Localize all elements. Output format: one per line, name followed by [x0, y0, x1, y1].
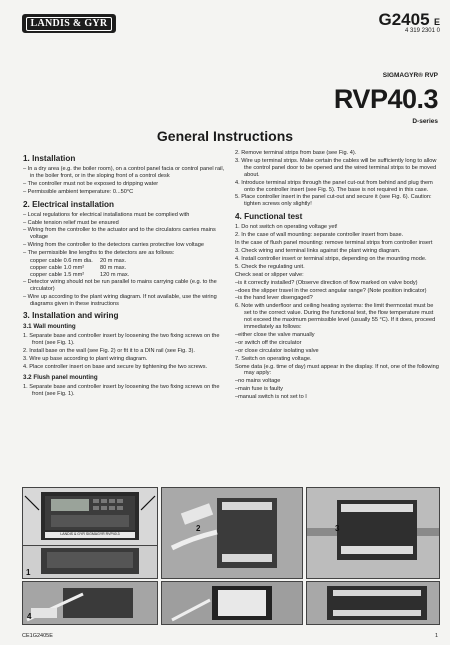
- subsection-title: 3.1 Wall mounting: [23, 323, 76, 331]
- list-item: Some data (e.g. time of day) must appear in the display. If not, one of the following may apply:: [235, 363, 439, 377]
- list-item: 4. Install controller insert or terminal strips, depending on the mounting mode.: [235, 255, 427, 262]
- list-item: – Permissible ambient temperature: 0...50°C: [23, 188, 134, 195]
- figure-number: 2: [196, 524, 201, 533]
- electrical-list: [23, 212, 228, 257]
- list-item: 1. Separate base and controller insert by loosening the two fixing screws on the front (see Fig. 1).: [23, 333, 220, 347]
- list-item: 2. Remove terminal strips from base (see Fig. 4).: [235, 150, 357, 156]
- din-rail-image: [307, 488, 439, 578]
- list-item: – The permissible line lengths to the detectors are as follows:: [23, 250, 175, 257]
- list-item: –manual switch is not set to I: [235, 394, 307, 401]
- list-item: Check seat or slipper valve:: [235, 271, 304, 278]
- page-title: General Instructions: [156, 128, 294, 144]
- cable-row: copper cable 0.6 mm dia. 20 m max.: [30, 258, 127, 265]
- list-item: 5. Place controller insert in the panel cut-out and secure it (see Fig. 6). Caution: tighten screws only slightly!: [235, 194, 432, 208]
- section-title: 3. Installation and wiring: [23, 311, 119, 321]
- list-item: – Local regulations for electrical installations must be complied with: [23, 211, 190, 218]
- figure-number: 4: [27, 612, 32, 621]
- list-item: – Detector wiring should not be run parallel to mains carrying cable (e.g. to the circulator): [23, 278, 217, 292]
- list-item: – Wire up according to the plant wiring diagram. If not available, use the wiring diagrams given in these instructions: [23, 293, 217, 307]
- figure-3: [306, 487, 440, 579]
- brand-logo: LANDIS & GYR: [22, 14, 116, 33]
- list-item: – Cable tension relief must be ensured: [23, 219, 119, 226]
- list-item: 7. Switch on operating voltage.: [235, 355, 312, 362]
- figure-2: [161, 487, 303, 579]
- figure-4: [22, 581, 158, 625]
- right-column: [235, 150, 440, 402]
- flush-mounting-steps-cont: [235, 150, 440, 208]
- list-item: 3. Check wiring and terminal links against the plant wiring diagram.: [235, 247, 401, 254]
- panel-fixing-image: [307, 582, 439, 624]
- list-item: –either close the valve manually: [235, 331, 315, 338]
- page-number: 1: [434, 633, 438, 639]
- figure-grid: [22, 487, 438, 623]
- brand-line: SIGMAGYR® RVP: [382, 72, 438, 79]
- list-item: –is the hand lever disengaged?: [235, 295, 313, 302]
- figure-number: 1: [26, 568, 31, 577]
- list-item: 5. Check the regulating unit.: [235, 263, 305, 270]
- controller-front-image: [23, 488, 157, 546]
- document-number: G2405 E 4 319 2301 0: [378, 10, 440, 34]
- list-item: –main fuse is faulty: [235, 386, 283, 393]
- electrical-list-b: [23, 279, 228, 308]
- cable-table: [23, 258, 228, 279]
- list-item: –does the slipper travel in the correct angular range? (Note position indicator): [235, 287, 427, 294]
- list-item: 4. Introduce terminal strips through the panel cut-out from behind and plug them onto the controller insert (see Fig. 5). The base is not required in this case.: [235, 179, 433, 193]
- list-item: –or close circulator isolating valve: [235, 347, 319, 354]
- wall-mounting-image: [162, 488, 302, 578]
- list-item: 6. Note with underfloor and ceiling heating systems: the limit thermostat must be set to the correct value. During the functional test, the flow temperature must not exceed the maximum permissible level (usually 55 °C). If it does, proceed immediately as follows:: [235, 303, 436, 331]
- figure-6: [306, 581, 440, 625]
- list-item: –is it correctly installed? (Observe direction of flow marked on valve body): [235, 279, 418, 286]
- list-item: 4. Place controller insert on base and secure by tightening the two screws.: [23, 363, 208, 370]
- terminal-strip-image: [23, 582, 157, 624]
- section-title: 2. Electrical installation: [23, 199, 115, 209]
- controller-base-image: [23, 546, 157, 578]
- flush-mounting-steps: [23, 384, 228, 398]
- figure-number: 3: [335, 524, 340, 533]
- section-title: 4. Functional test: [235, 212, 303, 222]
- list-item: – In a dry area (e.g. the boiler room), on a control panel facia or control panel rail, in the boiler front, or in the sloping front of a control desk: [23, 166, 225, 179]
- wall-mounting-steps: [23, 333, 228, 371]
- functional-test-steps: [235, 224, 440, 401]
- series-label: D-series: [412, 118, 438, 125]
- panel-cutout-image: [162, 582, 302, 624]
- cable-row: copper cable 1.5 mm² 120 m max.: [30, 271, 130, 278]
- figure-1: [22, 487, 158, 547]
- list-item: – The controller must not be exposed to dripping water: [23, 180, 159, 187]
- list-item: 1. Separate base and controller insert by loosening the two fixing screws on the front (see Fig. 1).: [23, 383, 220, 397]
- list-item: In the case of flush panel mounting: remove terminal strips from controller insert: [235, 240, 433, 247]
- list-item: 2. Install base on the wall (see Fig. 2) or fit it to a DIN rail (see Fig. 3).: [23, 348, 195, 355]
- device-label: LANDIS & GYR SIGMAGYR RVP40.3: [60, 532, 120, 536]
- left-column: [23, 150, 228, 399]
- figure-5: [161, 581, 303, 625]
- list-item: 3. Wire up terminal strips. Make certain the cables will be sufficiently long to allow the control panel door to be opened and the wired terminal strips to be moved about.: [235, 157, 437, 178]
- list-item: 1. Do not switch on operating voltage yet!: [235, 224, 338, 231]
- list-item: 2. In the case of wall mounting: separate controller insert from base.: [235, 232, 404, 239]
- cable-row: copper cable 1.0 mm² 80 m max.: [30, 264, 127, 271]
- list-item: –or switch off the circulator: [235, 339, 302, 346]
- list-item: – Wiring from the controller to the actuator and to the circulators carries mains voltage: [23, 227, 216, 241]
- list-item: – Wiring from the controller to the detectors carries protective low voltage: [23, 242, 204, 249]
- list-item: –no mains voltage: [235, 378, 281, 385]
- installation-list: [23, 166, 228, 196]
- list-item: 3. Wire up base according to plant wiring diagram.: [23, 356, 148, 363]
- model-name: RVP40.3: [333, 84, 438, 114]
- subsection-title: 3.2 Flush panel mounting: [23, 373, 98, 381]
- section-title: 1. Installation: [23, 154, 76, 163]
- footer-code: CE1G2405E: [22, 633, 53, 639]
- figure-1-lower: [22, 545, 158, 579]
